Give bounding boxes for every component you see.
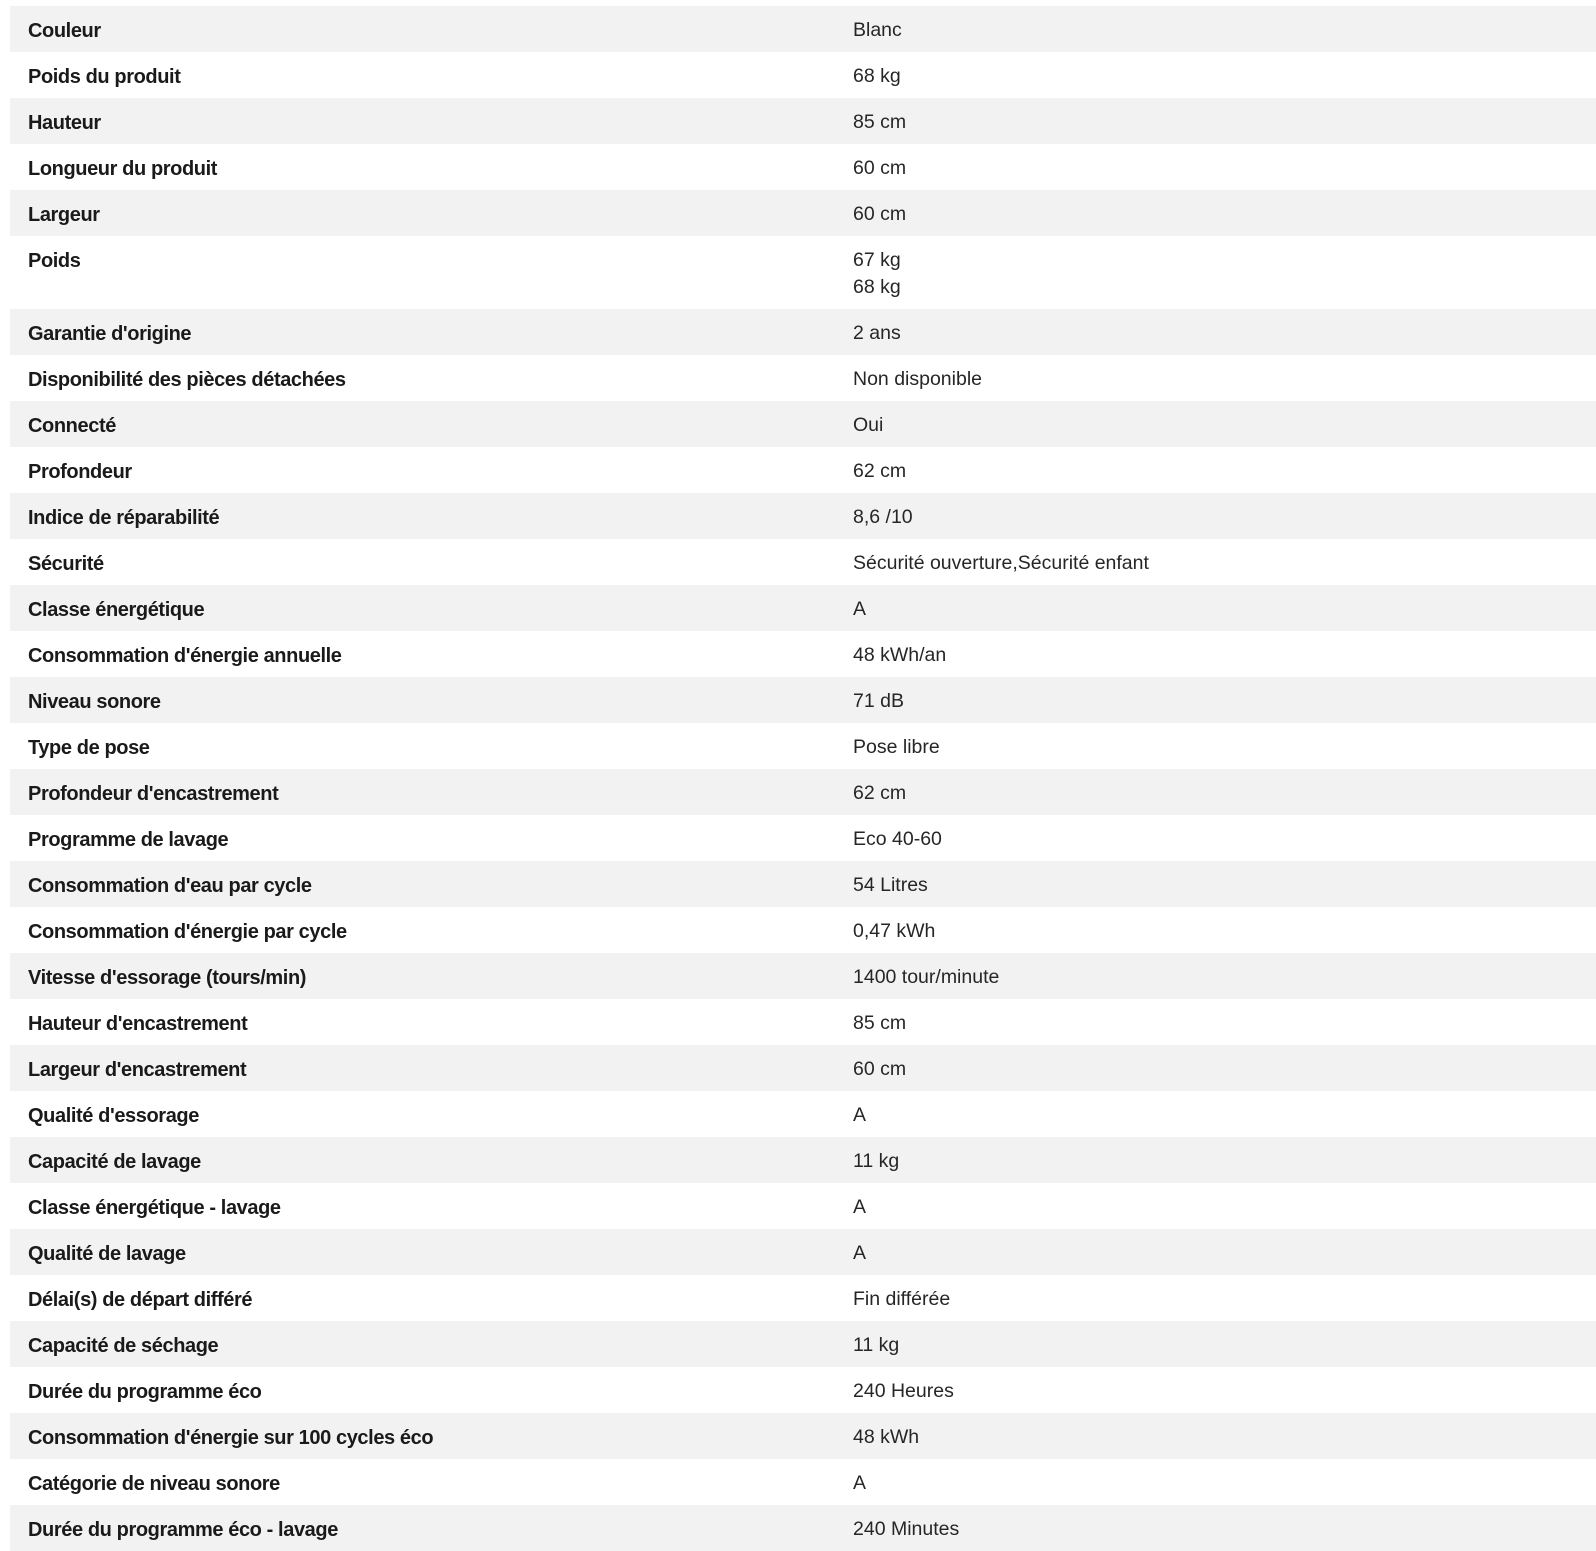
spec-row [10, 6, 1596, 52]
spec-row [10, 815, 1596, 861]
spec-row [10, 401, 1596, 447]
spec-row [10, 1321, 1596, 1367]
spec-value-line: 0,47 kWh [853, 920, 936, 942]
spec-value [853, 63, 1596, 90]
spec-row [10, 861, 1596, 907]
spec-value [853, 964, 1596, 991]
spec-value [853, 1286, 1596, 1313]
spec-label: Qualité de lavage [28, 1243, 186, 1265]
spec-value [853, 504, 1596, 531]
spec-label: Largeur [28, 204, 100, 226]
spec-value-line: 85 cm [853, 111, 907, 133]
spec-row [10, 355, 1596, 401]
spec-label: Consommation d'énergie sur 100 cycles éco [28, 1427, 434, 1449]
spec-value [853, 1010, 1596, 1037]
spec-label: Largeur d'encastrement [28, 1059, 247, 1081]
spec-label: Hauteur [28, 112, 101, 134]
spec-row [10, 723, 1596, 769]
spec-value [853, 1148, 1596, 1175]
spec-row [10, 1459, 1596, 1505]
spec-value [853, 1378, 1596, 1405]
spec-label: Consommation d'énergie annuelle [28, 645, 342, 667]
spec-value [853, 1516, 1596, 1543]
spec-value-line: 48 kWh/an [853, 644, 947, 666]
spec-value-line: Eco 40-60 [853, 828, 942, 850]
spec-value-line: 68 kg [853, 276, 901, 298]
spec-value [853, 826, 1596, 853]
spec-label: Consommation d'énergie par cycle [28, 921, 347, 943]
spec-value-line: 2 ans [853, 322, 901, 344]
spec-row [10, 493, 1596, 539]
spec-label: Vitesse d'essorage (tours/min) [28, 967, 307, 989]
spec-value-line: Blanc [853, 19, 902, 41]
spec-value [853, 320, 1596, 347]
spec-label: Poids [28, 250, 81, 272]
spec-row [10, 999, 1596, 1045]
spec-row [10, 52, 1596, 98]
spec-value-line: A [853, 1196, 867, 1218]
spec-row [10, 539, 1596, 585]
spec-value-line: 8,6 /10 [853, 506, 913, 528]
spec-label: Capacité de lavage [28, 1151, 201, 1173]
spec-value-line: A [853, 598, 867, 620]
spec-row [10, 1505, 1596, 1551]
spec-label: Classe énergétique - lavage [28, 1197, 281, 1219]
spec-value-line: Fin différée [853, 1288, 951, 1310]
spec-value-line: 240 Heures [853, 1380, 954, 1402]
spec-value-line: 68 kg [853, 65, 901, 87]
product-specs-table [10, 6, 1596, 1551]
spec-value [853, 1194, 1596, 1221]
spec-label: Poids du produit [28, 66, 181, 88]
spec-value-line: 60 cm [853, 203, 907, 225]
spec-label: Capacité de séchage [28, 1335, 219, 1357]
spec-value-line: 85 cm [853, 1012, 907, 1034]
spec-value-line: 240 Minutes [853, 1518, 960, 1540]
spec-value-line: 48 kWh [853, 1426, 920, 1448]
spec-value [853, 366, 1596, 393]
spec-row [10, 1413, 1596, 1459]
spec-value-line: 60 cm [853, 157, 907, 179]
spec-value-line: 1400 tour/minute [853, 966, 1000, 988]
spec-value [853, 780, 1596, 807]
spec-row [10, 236, 1596, 309]
spec-label: Niveau sonore [28, 691, 161, 713]
spec-label: Profondeur d'encastrement [28, 783, 279, 805]
spec-row [10, 769, 1596, 815]
spec-value [853, 458, 1596, 485]
spec-value [853, 247, 1596, 301]
spec-label: Programme de lavage [28, 829, 229, 851]
spec-value [853, 1332, 1596, 1359]
spec-row [10, 1183, 1596, 1229]
spec-row [10, 1091, 1596, 1137]
spec-value-line: Pose libre [853, 736, 940, 758]
spec-value-line: 62 cm [853, 782, 907, 804]
spec-label: Longueur du produit [28, 158, 218, 180]
spec-label: Profondeur [28, 461, 132, 483]
spec-label: Durée du programme éco [28, 1381, 262, 1403]
spec-value [853, 201, 1596, 228]
spec-value-line: 11 kg [853, 1150, 900, 1172]
spec-value-line: A [853, 1242, 867, 1264]
spec-label: Garantie d'origine [28, 323, 192, 345]
spec-row [10, 953, 1596, 999]
spec-label: Catégorie de niveau sonore [28, 1473, 280, 1495]
spec-value [853, 109, 1596, 136]
spec-row [10, 585, 1596, 631]
spec-value [853, 1470, 1596, 1497]
spec-value [853, 1102, 1596, 1129]
spec-row [10, 190, 1596, 236]
spec-value [853, 1056, 1596, 1083]
spec-value [853, 155, 1596, 182]
spec-value [853, 688, 1596, 715]
spec-value [853, 1424, 1596, 1451]
spec-label: Indice de réparabilité [28, 507, 220, 529]
spec-row [10, 144, 1596, 190]
spec-value-line: 11 kg [853, 1334, 900, 1356]
spec-value-line: Non disponible [853, 368, 983, 390]
spec-value-line: A [853, 1104, 867, 1126]
spec-row [10, 1275, 1596, 1321]
spec-value [853, 412, 1596, 439]
spec-value [853, 642, 1596, 669]
spec-label: Classe énergétique [28, 599, 205, 621]
spec-label: Hauteur d'encastrement [28, 1013, 248, 1035]
spec-value-line: 60 cm [853, 1058, 907, 1080]
spec-label: Qualité d'essorage [28, 1105, 199, 1127]
spec-row [10, 1367, 1596, 1413]
spec-row [10, 677, 1596, 723]
spec-value-line: Oui [853, 414, 884, 436]
spec-row [10, 309, 1596, 355]
spec-value [853, 872, 1596, 899]
spec-row [10, 1229, 1596, 1275]
spec-label: Connecté [28, 415, 116, 437]
spec-value-line: Sécurité ouverture,Sécurité enfant [853, 552, 1149, 574]
spec-value [853, 550, 1596, 577]
spec-row [10, 447, 1596, 493]
spec-label: Type de pose [28, 737, 150, 759]
spec-label: Consommation d'eau par cycle [28, 875, 312, 897]
spec-value [853, 918, 1596, 945]
spec-value [853, 734, 1596, 761]
spec-label: Disponibilité des pièces détachées [28, 369, 346, 391]
spec-row [10, 1045, 1596, 1091]
spec-value [853, 1240, 1596, 1267]
spec-label: Durée du programme éco - lavage [28, 1519, 338, 1541]
spec-label: Couleur [28, 20, 101, 42]
spec-value [853, 17, 1596, 44]
spec-value-line: 62 cm [853, 460, 907, 482]
spec-value-line: 71 dB [853, 690, 904, 712]
spec-value-line: 54 Litres [853, 874, 928, 896]
spec-value-line: 67 kg [853, 249, 901, 271]
spec-row [10, 631, 1596, 677]
spec-row [10, 907, 1596, 953]
spec-value [853, 596, 1596, 623]
spec-label: Délai(s) de départ différé [28, 1289, 253, 1311]
spec-row [10, 98, 1596, 144]
spec-row [10, 1137, 1596, 1183]
spec-value-line: A [853, 1472, 867, 1494]
spec-label: Sécurité [28, 553, 104, 575]
